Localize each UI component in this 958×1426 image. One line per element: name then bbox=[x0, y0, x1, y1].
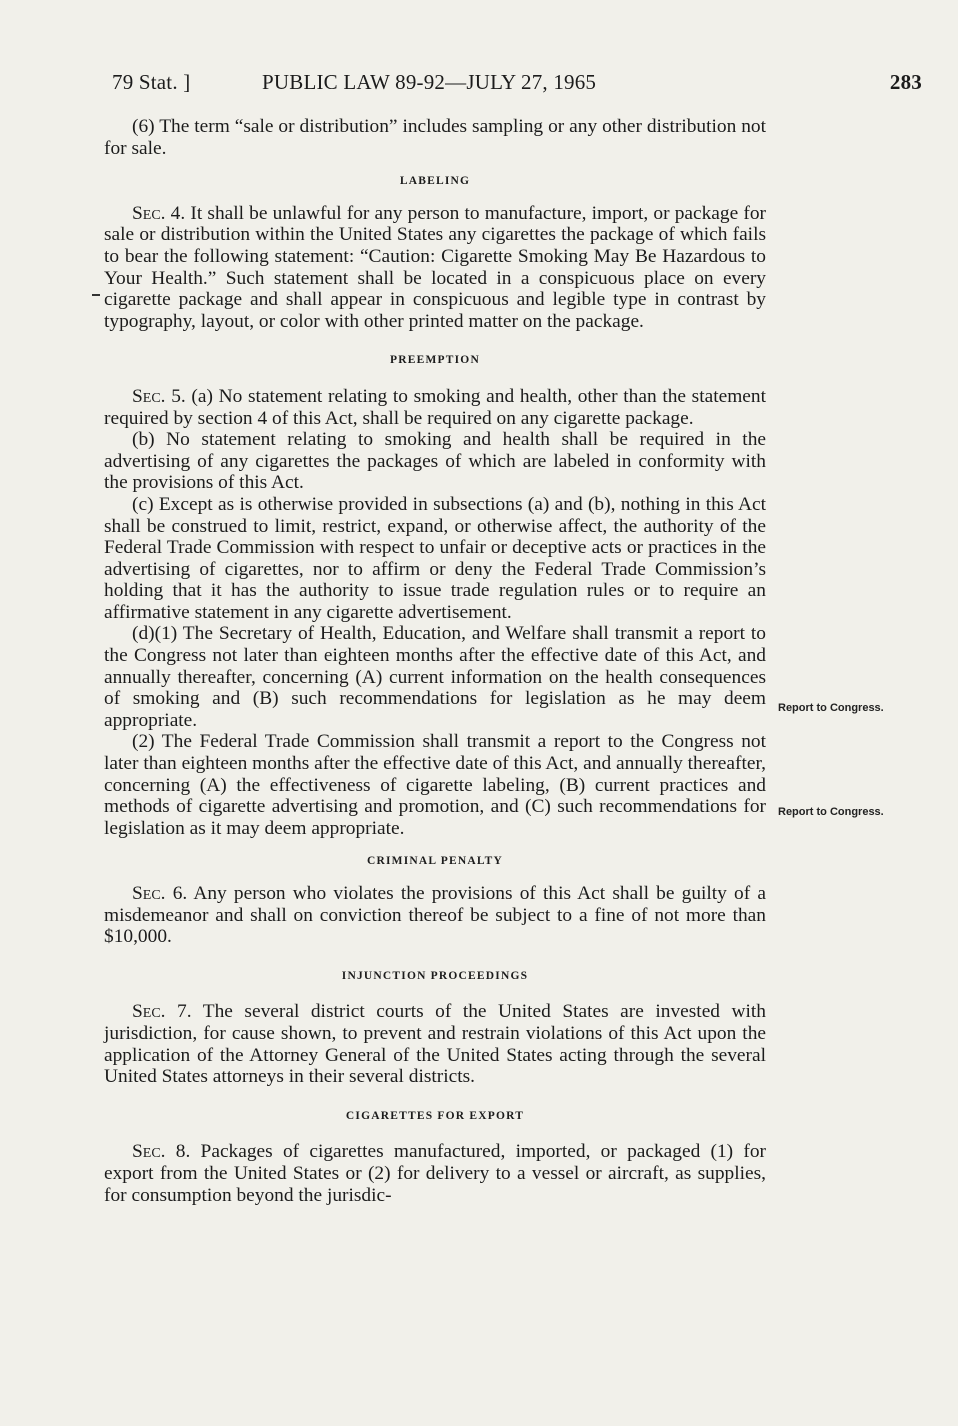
heading-export: CIGARETTES FOR EXPORT bbox=[345, 1109, 525, 1122]
margin-tick-mark bbox=[92, 294, 100, 296]
paragraph-sec-5a bbox=[104, 386, 766, 429]
header-volume: 79 Stat. ] bbox=[112, 70, 191, 94]
section-label: Sec. 7. bbox=[132, 1001, 192, 1023]
margin-note-report-hew: Report to Congress. bbox=[778, 702, 884, 714]
paragraph-sec-5b: (b) No statement relating to smoking and health shall be required in the advertising of any cigarettes the packages of which are labeled in conformity with the provisions of this Act. bbox=[104, 429, 766, 494]
paragraph-sec-5d2: (2) The Federal Trade Commission shall transmit a report to the Congress not later than eighteen months after the effective date of this Act, and annually thereafter, concerning (A) the effectiveness of cigarette labeling, (B) current practices and methods of cigarette advertising and promotion, and (C) such recommendations for legislation as it may deem appropriate. bbox=[104, 731, 766, 839]
page-header bbox=[112, 70, 922, 100]
document-body bbox=[104, 116, 766, 1206]
margin-note-report-ftc: Report to Congress. bbox=[778, 806, 884, 818]
section-label: Sec. 5. bbox=[132, 385, 186, 407]
heading-labeling: LABELING bbox=[399, 175, 471, 188]
paragraph-definition-6: (6) The term “sale or distribution” includes sampling or any other distribution not for sale. bbox=[104, 116, 766, 159]
section-label: Sec. 8. bbox=[132, 1141, 191, 1163]
section-label: Sec. 6. bbox=[132, 883, 188, 904]
page-number: 283 bbox=[889, 70, 922, 94]
heading-injunction: INJUNCTION PROCEEDINGS bbox=[341, 969, 529, 982]
section-text: Packages of cigarettes manufactured, imported, or packaged (1) for export from the United States or (2) for delivery to a vessel or aircraft, as supplies, for consumption beyond the jurisdic- bbox=[104, 1141, 766, 1206]
paragraph-sec-7 bbox=[104, 1001, 766, 1087]
paragraph-sec-8 bbox=[104, 1141, 766, 1206]
section-text: Any person who violates the provisions of this Act shall be guilty of a misdemeanor and shall on conviction thereof be subject to a fine of not more than $10,000. bbox=[104, 883, 766, 948]
paragraph-sec-4 bbox=[104, 203, 766, 333]
section-label: Sec. 4. bbox=[132, 202, 186, 224]
paragraph-sec-5c: (c) Except as is otherwise provided in subsections (a) and (b), nothing in this Act shall be construed to limit, restrict, expand, or otherwise affect, the authority of the Federal Trade Commission with respect to unfair or deceptive acts or practices in the advertising of cigarettes, nor to affirm or deny the Federal Trade Commission’s holding that it has the authority to issue trade regulation rules or to require an affirmative statement in any cigarette advertisement. bbox=[104, 493, 766, 623]
paragraph-sec-5d1: (d)(1) The Secretary of Health, Education, and Welfare shall transmit a report to the Congress not later than eighteen months after the effective date of this Act, and annually thereafter, concerning (A) current information on the health consequences of smoking and (B) such recommendations for legislation as he may deem appropriate. bbox=[104, 623, 766, 731]
paragraph-sec-6 bbox=[104, 883, 766, 948]
header-title: PUBLIC LAW 89-92—JULY 27, 1965 bbox=[262, 70, 597, 94]
section-text: The several district courts of the United States are invested with jurisdiction, for cause shown, to prevent and restrain violations of this Act upon the application of the Attorney General of the United States acting through the several United States attorneys in their several districts. bbox=[104, 1001, 766, 1088]
heading-preemption: PREEMPTION bbox=[390, 354, 480, 367]
section-text: (a) No statement relating to smoking and health, other than the statement required by section 4 of this Act, shall be required on any cigarette package. bbox=[104, 385, 766, 429]
section-text: It shall be unlawful for any person to manufacture, import, or package for sale or distribution within the United States any cigarettes the package of which fails to bear the following statement: “Caution: Cigarette Smoking May Be Hazardous to Your Health.” Such statement shall be located in a conspicuous place on every cigarette package and shall appear in conspicuous and legible type in contrast by typography, layout, or color with other printed matter on the package. bbox=[104, 202, 766, 332]
heading-criminal-penalty: CRIMINAL PENALTY bbox=[366, 855, 504, 868]
